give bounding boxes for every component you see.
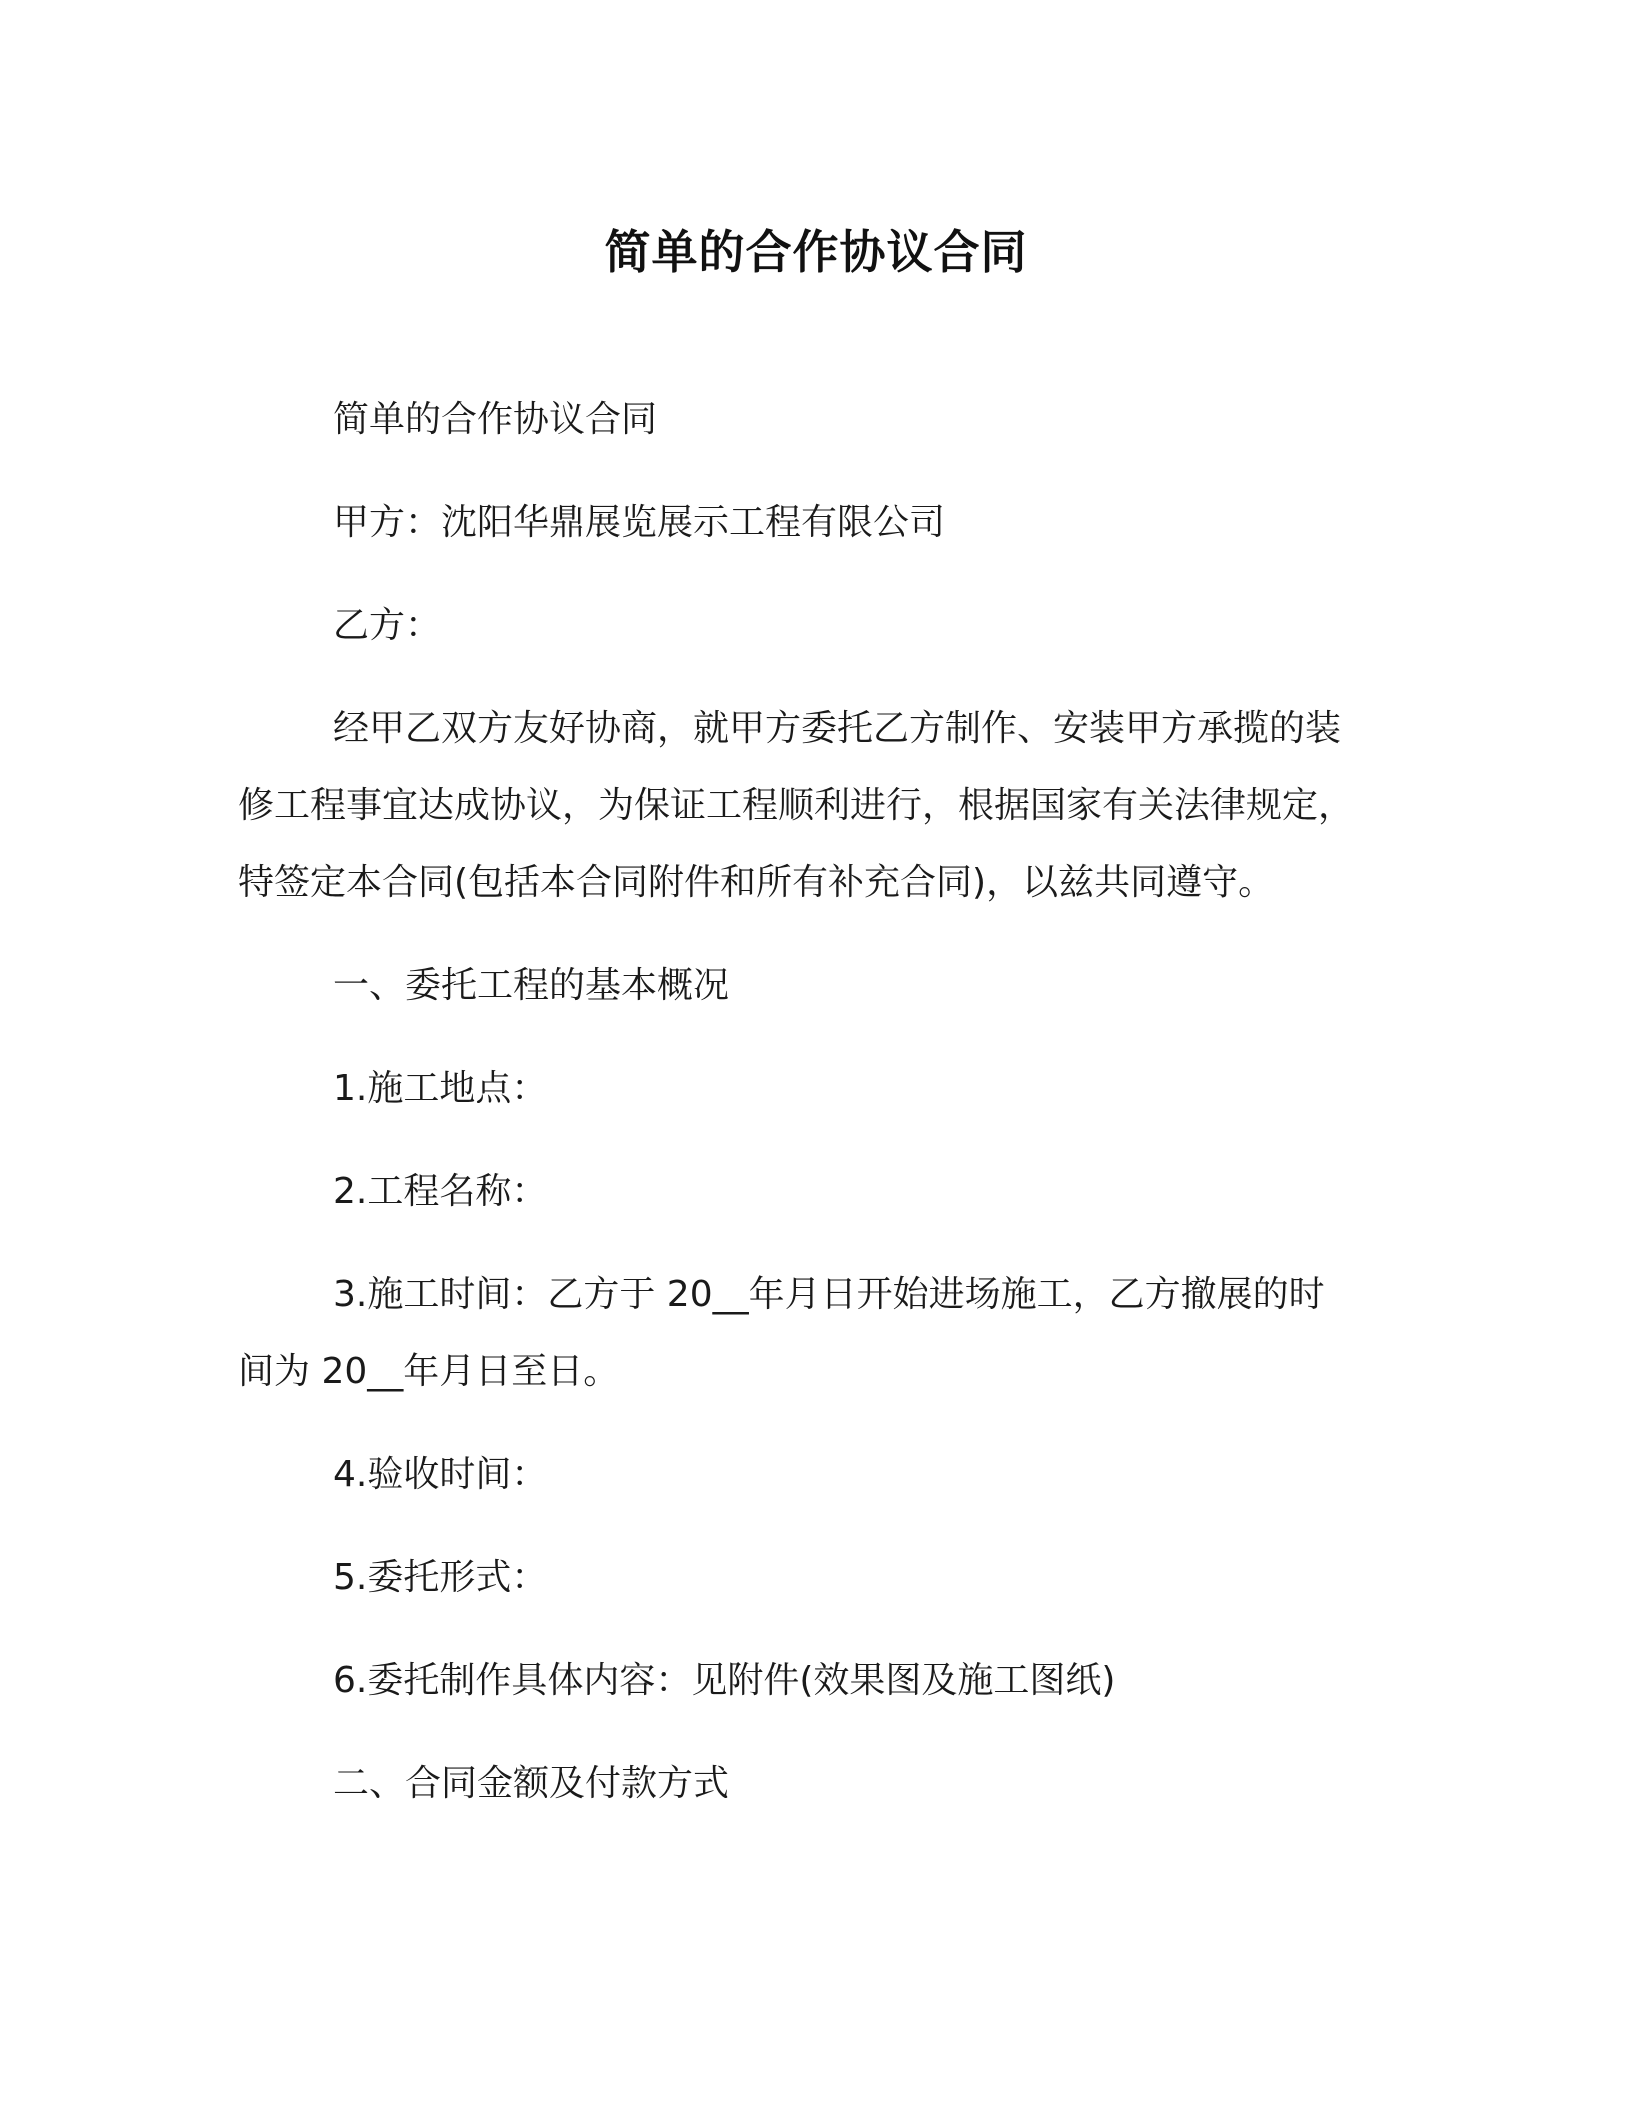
item-commission-content: 6.委托制作具体内容：见附件(效果图及施工图纸) bbox=[333, 1660, 1116, 1701]
preamble-line-3: 特签定本合同(包括本合同附件和所有补充合同)，以兹共同遵守。 bbox=[238, 862, 1275, 903]
item-acceptance-time: 4.验收时间： bbox=[333, 1454, 548, 1495]
item-construction-time-line-2: 间为 20__年月日至日。 bbox=[238, 1351, 620, 1392]
document-title: 简单的合作协议合同 bbox=[604, 225, 1028, 279]
item-project-name: 2.工程名称： bbox=[333, 1171, 548, 1212]
preamble-line-1: 经甲乙双方友好协商，就甲方委托乙方制作、安装甲方承揽的装 bbox=[333, 708, 1342, 749]
party-a-line: 甲方：沈阳华鼎展览展示工程有限公司 bbox=[333, 502, 946, 543]
item-construction-time-line-1: 3.施工时间：乙方于 20__年月日开始进场施工，乙方撤展的时 bbox=[333, 1274, 1325, 1315]
preamble-line-2: 修工程事宜达成协议，为保证工程顺利进行，根据国家有关法律规定， bbox=[238, 785, 1355, 826]
item-construction-site: 1.施工地点： bbox=[333, 1068, 548, 1109]
item-commission-form: 5.委托形式： bbox=[333, 1557, 548, 1598]
subtitle-line: 简单的合作协议合同 bbox=[333, 399, 658, 440]
section-2-heading: 二、合同金额及付款方式 bbox=[333, 1763, 730, 1804]
section-1-heading: 一、委托工程的基本概况 bbox=[333, 965, 730, 1006]
party-b-line: 乙方： bbox=[333, 605, 442, 646]
